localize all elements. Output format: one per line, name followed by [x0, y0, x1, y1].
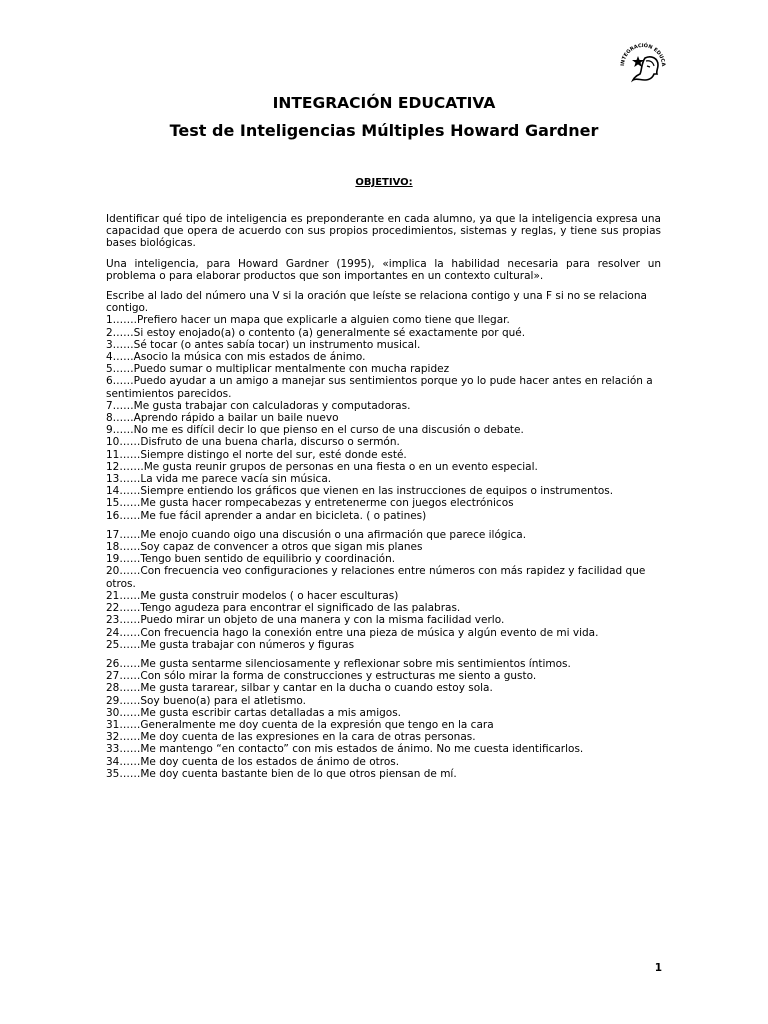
question-item: 34……Me doy cuenta de los estados de ánimo de otros. [106, 755, 400, 768]
question-item: 19……Tengo buen sentido de equilibrio y coordinación. [106, 553, 396, 566]
question-item: 4……Asocio la música con mis estados de ánimo. [106, 351, 366, 364]
question-item: 18……Soy capaz de convencer a otros que sigan mis planes [106, 541, 423, 554]
question-item: 32……Me doy cuenta de las expresiones en la cara de otras personas. [106, 731, 476, 744]
page-number: 1 [654, 962, 662, 974]
question-item: 1…….Prefiero hacer un mapa que explicarle a alguien como tiene que llegar. [106, 314, 510, 327]
question-group-3 [106, 658, 661, 780]
question-item: 20……Con frecuencia veo configuraciones y relaciones entre números con más rapidez y facilidad que otros. [106, 565, 646, 590]
question-group-2 [106, 529, 661, 651]
question-item: 23……Puedo mirar un objeto de una manera y con la misma facilidad verlo. [106, 614, 505, 627]
question-item: 17……Me enojo cuando oigo una discusión o una afirmación que parece ilógica. [106, 528, 527, 541]
question-item: 5……Puedo sumar o multiplicar mentalmente con mucha rapidez [106, 363, 450, 376]
question-item: 8……Aprendo rápido a bailar un baile nuevo [106, 412, 339, 425]
question-item: 28……Me gusta tararear, silbar y cantar en la ducha o cuando estoy sola. [106, 682, 493, 695]
question-item: 33……Me mantengo “en contacto” con mis estados de ánimo. No me cuesta identificarlos. [106, 743, 584, 756]
question-group-1 [106, 314, 661, 521]
question-item: 30……Me gusta escribir cartas detalladas a mis amigos. [106, 706, 402, 719]
logo-text: INTEGRACIÓN EDUCA [619, 42, 667, 67]
question-item: 13……La vida me parece vacía sin música. [106, 473, 332, 486]
question-item: 29……Soy bueno(a) para el atletismo. [106, 694, 306, 707]
question-item: 15……Me gusta hacer rompecabezas y entretenerme con juegos electrónicos [106, 497, 514, 510]
document-body [106, 213, 661, 787]
question-item: 2……Si estoy enojado(a) o contento (a) generalmente sé exactamente por qué. [106, 326, 526, 339]
question-item: 24……Con frecuencia hago la conexión entre una pieza de música y algún evento de mi vida. [106, 626, 599, 639]
question-item: 25……Me gusta trabajar con números y figuras [106, 638, 355, 651]
gardner-definition-paragraph: Una inteligencia, para Howard Gardner (1995), «implica la habilidad necesaria para resolver un problema o para elaborar productos que son importantes en un contexto cultural». [106, 257, 661, 282]
question-item: 27……Con sólo mirar la forma de construcciones y estructuras me siento a gusto. [106, 670, 537, 683]
question-item: 22……Tengo agudeza para encontrar el significado de las palabras. [106, 602, 461, 615]
question-item: 16……Me fue fácil aprender a andar en bicicleta. ( o patines) [106, 509, 427, 522]
question-item: 21……Me gusta construir modelos ( o hacer esculturas) [106, 589, 399, 602]
question-item: 10……Disfruto de una buena charla, discurso o sermón. [106, 436, 400, 449]
question-item: 14……Siempre entiendo los gráficos que vienen en las instrucciones de equipos o instrumentos. [106, 485, 614, 498]
intro-paragraph: Identificar qué tipo de inteligencia es preponderante en cada alumno, ya que la inteligencia expresa una capacidad que opera de acuerdo con sus propios procedimientos, sistemas y reglas, y tiene sus propias bases biológicas. [106, 213, 661, 250]
page-title: INTEGRACIÓN EDUCATIVA [272, 94, 496, 112]
integracion-educativa-logo-icon [616, 36, 670, 86]
question-item: 12…….Me gusta reunir grupos de personas en una fiesta o en un evento especial. [106, 460, 538, 473]
question-item: 31……Generalmente me doy cuenta de la expresión que tengo en la cara [106, 718, 494, 731]
objetivo-heading: OBJETIVO: [355, 177, 413, 188]
question-item: 7……Me gusta trabajar con calculadoras y computadoras. [106, 399, 411, 412]
question-item: 6……Puedo ayudar a un amigo a manejar sus sentimientos porque yo lo pude hacer antes en relación a sentimientos parecidos. [106, 375, 653, 400]
question-item: 3……Sé tocar (o antes sabía tocar) un instrumento musical. [106, 338, 421, 351]
question-item: 11……Siempre distingo el norte del sur, esté donde esté. [106, 448, 407, 461]
question-item: 9……No me es difícil decir lo que pienso en el curso de una discusión o debate. [106, 424, 524, 437]
page-subtitle: Test de Inteligencias Múltiples Howard Gardner [169, 121, 599, 140]
instructions-text: Escribe al lado del número una V si la oración que leíste se relaciona contigo y una F si no se relaciona contigo. [106, 290, 647, 315]
question-item: 35……Me doy cuenta bastante bien de lo que otros piensan de mí. [106, 767, 457, 780]
question-item: 26……Me gusta sentarme silenciosamente y reflexionar sobre mis sentimientos íntimos. [106, 657, 571, 670]
